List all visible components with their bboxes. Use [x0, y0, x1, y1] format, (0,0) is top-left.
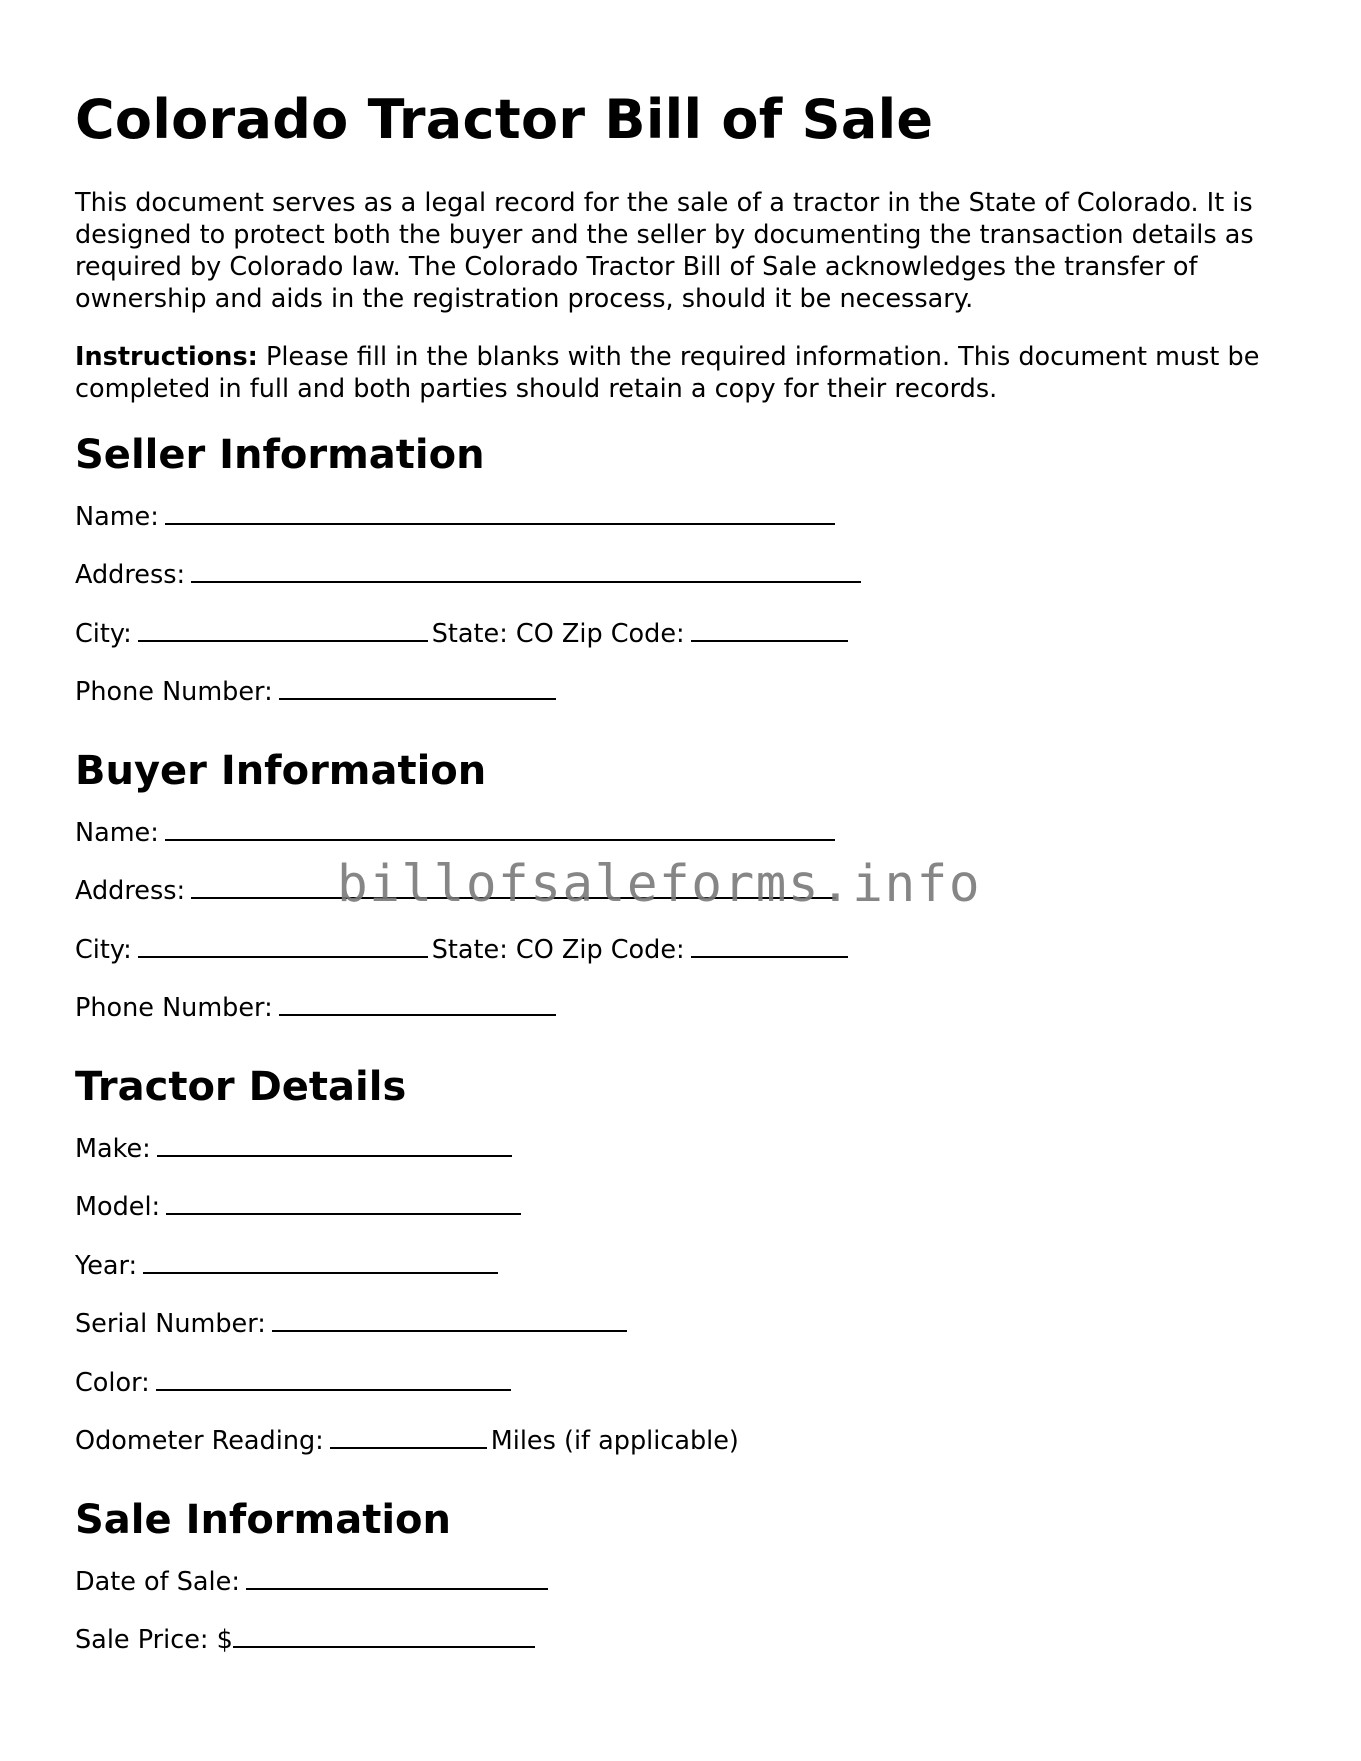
sale-heading: Sale Information	[75, 1496, 451, 1543]
sale-date-label: Date of Sale:	[75, 1566, 240, 1597]
instructions-paragraph	[75, 341, 1295, 405]
buyer-city-row	[75, 932, 1295, 991]
sale-date-row	[75, 1564, 1295, 1623]
tractor-serial-field[interactable]	[272, 1306, 627, 1332]
buyer-city-label: City:	[75, 934, 132, 965]
seller-zip-field[interactable]	[691, 616, 848, 642]
buyer-zip-field[interactable]	[691, 932, 848, 958]
sale-price-row	[75, 1622, 1295, 1681]
buyer-phone-label: Phone Number:	[75, 993, 273, 1024]
watermark-text: billofsaleforms.info	[337, 855, 982, 914]
document-title: Colorado Tractor Bill of Sale	[75, 88, 934, 151]
seller-state-zip-label: State: CO Zip Code:	[431, 618, 685, 649]
seller-phone-field[interactable]	[279, 674, 556, 700]
seller-name-label: Name:	[75, 501, 159, 532]
tractor-color-field[interactable]	[156, 1365, 511, 1391]
seller-address-row	[75, 557, 1295, 616]
sale-price-field[interactable]	[233, 1622, 535, 1648]
tractor-odometer-row	[75, 1423, 1295, 1482]
seller-address-field[interactable]	[191, 557, 861, 583]
buyer-name-label: Name:	[75, 817, 159, 848]
tractor-model-field[interactable]	[166, 1189, 521, 1215]
tractor-make-label: Make:	[75, 1133, 151, 1164]
seller-phone-label: Phone Number:	[75, 677, 273, 708]
intro-paragraph: This document serves as a legal record for the sale of a tractor in the State of Colorado. It is designed to protect both the buyer and the seller by documenting the transaction details as required by Colorado law. The Colorado Tractor Bill of Sale acknowledges the transfer of ownership and aids in the registration process, should it be necessary.	[75, 187, 1254, 314]
tractor-make-row	[75, 1131, 1295, 1190]
buyer-heading: Buyer Information	[75, 747, 487, 794]
tractor-make-field[interactable]	[157, 1131, 512, 1157]
seller-city-row	[75, 616, 1295, 675]
buyer-state-zip-label: State: CO Zip Code:	[431, 934, 685, 965]
instructions-label: Instructions:	[75, 341, 258, 372]
tractor-serial-row	[75, 1306, 1295, 1365]
instructions-text: Please fill in the blanks with the required information. This document must be completed in full and both parties should retain a copy for their records.	[75, 341, 1260, 404]
tractor-model-label: Model:	[75, 1192, 161, 1223]
tractor-year-row	[75, 1248, 1295, 1307]
buyer-phone-row	[75, 990, 1295, 1049]
seller-address-label: Address:	[75, 560, 186, 591]
sale-price-label: Sale Price: $	[75, 1625, 233, 1656]
seller-heading: Seller Information	[75, 431, 485, 478]
buyer-phone-field[interactable]	[279, 990, 556, 1016]
tractor-year-field[interactable]	[143, 1248, 498, 1274]
tractor-model-row	[75, 1189, 1295, 1248]
tractor-odometer-field[interactable]	[330, 1423, 487, 1449]
seller-name-row	[75, 499, 1295, 558]
tractor-year-label: Year:	[75, 1250, 138, 1281]
buyer-address-label: Address:	[75, 876, 186, 907]
buyer-name-field[interactable]	[165, 815, 835, 841]
tractor-color-row	[75, 1365, 1295, 1424]
buyer-city-field[interactable]	[138, 932, 428, 958]
tractor-odometer-label: Odometer Reading:	[75, 1426, 324, 1457]
tractor-color-label: Color:	[75, 1367, 150, 1398]
sale-date-field[interactable]	[246, 1564, 548, 1590]
seller-phone-row	[75, 674, 1295, 733]
tractor-serial-label: Serial Number:	[75, 1309, 266, 1340]
tractor-heading: Tractor Details	[75, 1063, 407, 1110]
tractor-odometer-suffix: Miles (if applicable)	[490, 1426, 739, 1457]
seller-city-label: City:	[75, 618, 132, 649]
seller-city-field[interactable]	[138, 616, 428, 642]
seller-name-field[interactable]	[165, 499, 835, 525]
